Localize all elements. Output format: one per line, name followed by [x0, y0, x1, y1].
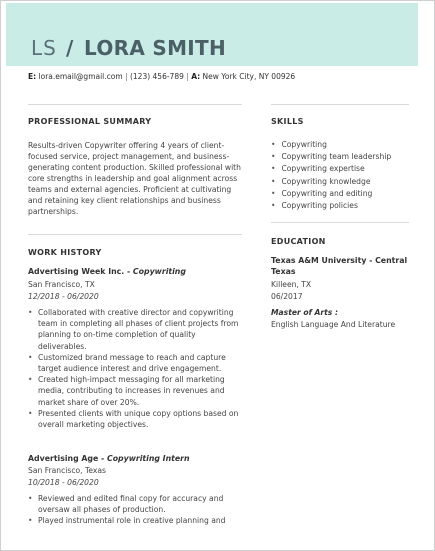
list-item: • Presented clients with unique copy options based on overall marketing objectives. [28, 408, 244, 430]
job-company: Advertising Week Inc. - [28, 267, 131, 276]
job-role: Copywriting Intern [106, 454, 190, 463]
work-top-divider [28, 234, 242, 235]
monogram: LS [31, 36, 57, 60]
list-item: • Customized brand message to reach and capture target audience interest and drive engagement. [28, 352, 244, 374]
list-item: • Copywriting knowledge [271, 176, 421, 188]
summary-text: Results-driven Copywriter offering 4 years of client-focused service, project management, and business-generating content production. Skilled professional with core strengths in leadership and goal alignment across teams and external agencies. Proficient at cultivating and retaining key client relationships and business partnerships. [28, 141, 241, 216]
list-item: • Copywriting [271, 139, 421, 151]
list-item: • Played instrumental role in creative planning and [28, 515, 244, 526]
skills-top-divider [271, 104, 409, 105]
address-value: New York City, NY 00926 [202, 72, 296, 81]
job-role: Copywriting [132, 267, 186, 276]
education-date: 06/2017 [271, 292, 303, 301]
email-label: E: [28, 72, 37, 81]
job-location: San Francisco, Texas [28, 466, 106, 475]
job-location: San Francisco, TX [28, 280, 95, 289]
education-degree: Master of Arts : [271, 308, 338, 317]
list-item: • Copywriting team leadership [271, 151, 421, 163]
list-item: • Reviewed and edited final copy for accuracy and oversaw all phases of production. [28, 493, 244, 515]
summary-top-divider [28, 104, 242, 105]
skills-list [271, 139, 421, 212]
email-value[interactable]: lora.email@gmail.com [38, 72, 123, 81]
contact-separator: | [125, 72, 128, 81]
education-top-divider [271, 222, 409, 223]
list-item: • Copywriting expertise [271, 163, 421, 175]
job-bullets [28, 307, 244, 430]
list-item: • Copywriting and editing [271, 188, 421, 200]
job-dates: 12/2018 - 06/2020 [28, 292, 99, 301]
job-title [28, 454, 190, 463]
candidate-name: LORA SMITH [84, 36, 227, 60]
address-label: A: [191, 72, 201, 81]
list-item: • Collaborated with creative director and copywriting team in completing all phases of client projects from planning to on-time completion of quality deliverables. [28, 307, 244, 352]
work-heading: WORK HISTORY [28, 248, 102, 257]
job-title [28, 267, 186, 276]
job-company: Advertising Age - [28, 454, 105, 463]
skills-heading: SKILLS [271, 117, 304, 126]
header-banner [6, 3, 418, 66]
education-heading: EDUCATION [271, 237, 326, 246]
contact-line [28, 72, 295, 81]
phone-value[interactable]: (123) 456-789 [129, 72, 184, 81]
summary-heading: PROFESSIONAL SUMMARY [28, 117, 152, 126]
job-bullets [28, 493, 244, 527]
education-field: English Language And Literature [271, 320, 396, 329]
contact-separator: | [186, 72, 189, 81]
job-dates: 10/2018 - 06/2020 [28, 478, 99, 487]
education-location: Killeen, TX [271, 280, 312, 289]
education-school: Texas A&M University - Central Texas [271, 256, 408, 276]
list-item: • Created high-impact messaging for all marketing media, contributing to increases in revenues and market share of over 20%. [28, 374, 244, 408]
list-item: • Copywriting policies [271, 200, 421, 212]
name-separator: / [66, 36, 74, 60]
